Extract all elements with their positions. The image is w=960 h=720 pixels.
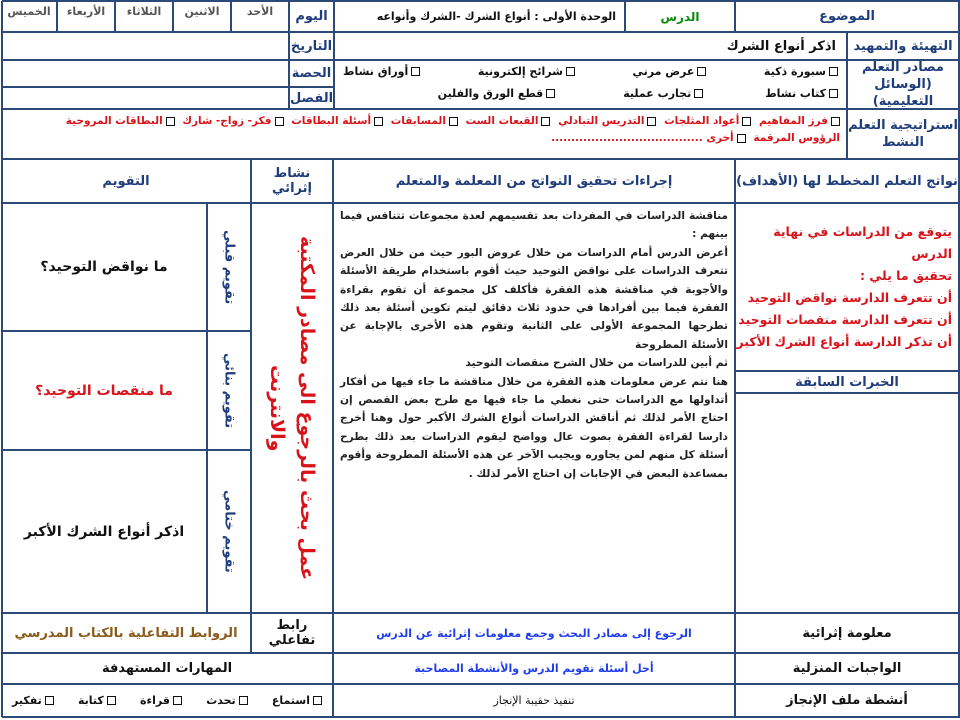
eval-question-formative: ما منقصات التوحيد؟ [1, 331, 207, 450]
checkbox-icon[interactable] [829, 67, 838, 76]
date-value[interactable] [1, 32, 289, 60]
intro-value: اذكر أنواع الشرك [334, 32, 847, 60]
checkbox-icon[interactable] [374, 117, 383, 126]
checkbox-icon[interactable] [541, 117, 550, 126]
day-thursday: الخميس [1, 1, 57, 32]
enrichment-activity: عمل بحث بالرجوع الى مصادر المكتبة والانترنت [251, 203, 333, 613]
intro-label: التهيئة والتمهيد [847, 32, 959, 60]
col-outcomes-header: نواتج التعلم المخطط لها (الأهداف) [735, 159, 959, 203]
resources-options [334, 60, 847, 109]
eval-type-final: تقويم ختامي [207, 450, 251, 613]
resource-flexible-display[interactable]: عرض مرني [632, 65, 706, 78]
strategy-popsicle-sticks[interactable]: أعواد المثلجات [664, 115, 751, 127]
checkbox-icon[interactable] [107, 696, 116, 705]
day-label: اليوم [289, 1, 334, 32]
col-procedures-header: إجراءات تحقيق النواتج من المعلمة والمتعلم [333, 159, 735, 203]
procedures-box [333, 203, 735, 613]
strategies-options [1, 109, 847, 159]
checkbox-icon[interactable] [411, 67, 420, 76]
resource-smartboard[interactable]: سبورة ذكية [764, 65, 838, 78]
objectives-intro-1: يتوقع من الدراسات في نهاية الدرس [773, 224, 952, 261]
lesson-label: الدرس [625, 1, 735, 32]
checkbox-icon[interactable] [831, 117, 840, 126]
resource-paper-foam[interactable]: قطع الورق والفلين [438, 87, 556, 100]
skills-label: المهارات المستهدفة [1, 653, 333, 684]
period-value[interactable] [1, 60, 289, 87]
unit-title: الوحدة الأولى : أنواع الشرك -الشرك وأنواعه [334, 1, 625, 32]
date-label: التاريخ [289, 32, 334, 60]
eval-type-pre: تقويم قبلي [207, 203, 251, 331]
lesson-plan-form [2, 0, 960, 718]
checkbox-icon[interactable] [829, 89, 838, 98]
strategy-numbered-heads[interactable]: الرؤوس المرقمة [753, 132, 840, 144]
objectives-intro-2: تحقيق ما يلي : [860, 268, 952, 283]
homework-value: أحل أسئلة تقويم الدرس والأنشطة المصاحبة [333, 653, 735, 684]
skill-listening[interactable]: استماع [272, 694, 322, 707]
enrichment-info-label: معلومة إثرائية [735, 613, 959, 653]
resource-experiments[interactable]: تجارب عملية [623, 87, 703, 100]
checkbox-icon[interactable] [546, 89, 555, 98]
prior-experience-label: الخبرات السابقة [735, 371, 959, 393]
strategy-six-hats[interactable]: القبعات الست [466, 115, 551, 127]
skill-speaking[interactable]: تحدث [206, 694, 247, 707]
procedure-paragraph: هنا نتم عرض معلومات هذه الفقرة من خلال مناقشة ما جاء فيها من أفكار أتداولها مع الدراسات حتى نغطي ما جاء فيها مع طرح بعض القصص إن احتاج الأمر لذلك ثم أناقش الدراسات أنواع الشرك الأكبر حول وهنا أخرج دارسا لقراءة الفقرة بصوت عال وواضح ليقوم الدراسات بعد ذلك بطرح أسئلة كل منهم لمن يجاوره ويجيب الآخر عن هذه الأسئلة المطروحة وأقوم بمساعدة البعض في الإجابات إن احتاج الأمر لذلك . [340, 375, 728, 480]
strategy-concept-sorting[interactable]: فرز المفاهيم [759, 115, 840, 127]
enrichment-info-value: الرجوع إلى مصادر البحث وجمع معلومات إثرائية عن الدرس [333, 613, 735, 653]
strategy-other[interactable]: أخرى ...................................... [551, 132, 746, 144]
resource-worksheets[interactable]: أوراق نشاط [343, 65, 420, 78]
objective-item: أن تتعرف الدارسة منقصات التوحيد [738, 312, 952, 327]
checkbox-icon[interactable] [742, 117, 751, 126]
skill-thinking[interactable]: تفكير [12, 694, 54, 707]
checkbox-icon[interactable] [173, 696, 182, 705]
resources-label: مصادر التعلم (الوسائل التعليمية) [847, 60, 959, 109]
checkbox-icon[interactable] [275, 117, 284, 126]
class-value[interactable] [1, 87, 289, 109]
interactive-link-value[interactable]: الروابط التفاعلية بالكتاب المدرسي [1, 613, 251, 653]
resource-slides[interactable]: شرائح إلكترونية [478, 65, 575, 78]
day-monday: الاثنين [173, 1, 231, 32]
checkbox-icon[interactable] [45, 696, 54, 705]
interactive-link-label: رابط تفاعلي [251, 613, 333, 653]
col-enrichment-header: نشاط إثرائي [251, 159, 333, 203]
checkbox-icon[interactable] [697, 67, 706, 76]
objectives-box [735, 203, 959, 371]
prior-experience-value [735, 393, 959, 613]
day-tuesday: الثلاثاء [115, 1, 173, 32]
homework-label: الواجبات المنزلية [735, 653, 959, 684]
class-label: الفصل [289, 87, 334, 109]
objective-item: أن تتعرف الدارسة نواقض التوحيد [747, 290, 952, 305]
eval-type-formative: تقويم بنائي [207, 331, 251, 450]
checkbox-icon[interactable] [313, 696, 322, 705]
skill-reading[interactable]: قراءة [140, 694, 182, 707]
procedures-text [340, 207, 728, 483]
strategy-card-questions[interactable]: أسئلة البطاقات [291, 115, 383, 127]
period-label: الحصة [289, 60, 334, 87]
strategies-label: استراتيجية التعلم النشط [847, 109, 959, 159]
resource-activity-book[interactable]: كتاب نشاط [765, 87, 838, 100]
objective-item: أن تذكر الدارسة أنواع الشرك الأكبر [736, 334, 952, 349]
procedure-paragraph: ثم أبين للدراسات من خلال الشرح منقصات التوحيد [465, 357, 728, 370]
strategy-competitions[interactable]: المسابقات [391, 115, 458, 127]
portfolio-value: تنفيذ حقيبة الإنجاز [333, 684, 735, 717]
checkbox-icon[interactable] [449, 117, 458, 126]
skill-writing[interactable]: كتابة [78, 694, 116, 707]
subject-label: الموضوع [735, 1, 959, 32]
day-sunday: الأحد [231, 1, 289, 32]
eval-question-final: اذكر أنواع الشرك الأكبر [1, 450, 207, 613]
procedure-paragraph: أعرض الدرس أمام الدراسات من خلال عروض البور حيث من خلال العرض تتعرف الدراسات على نواقض التوحيد حيث أقوم باستخدام طريقة الأسئلة والأجوبة في مناقشة هذه الفقرة فأكلف كل مجموعة أن تقوم بقراءة الفقرة فيما بين أفرادها في حدود ثلاث دقائق ليتم تكوين أسئلة بعد ذلك تطرحها المجموعة الأولى على الثانية وتقوم هذه الأخرى بالإجابة عن الأسئلة المطروحة [340, 246, 728, 351]
strategy-think-pair-share[interactable]: فكر- زواج- شارك [182, 115, 283, 127]
portfolio-label: أنشطة ملف الإنجاز [735, 684, 959, 717]
day-wednesday: الأربعاء [57, 1, 115, 32]
checkbox-icon[interactable] [647, 117, 656, 126]
eval-question-pre: ما نواقض التوحيد؟ [1, 203, 207, 331]
checkbox-icon[interactable] [166, 117, 175, 126]
checkbox-icon[interactable] [694, 89, 703, 98]
checkbox-icon[interactable] [737, 134, 746, 143]
col-evaluation-header: التقويم [1, 159, 251, 203]
skills-options [1, 684, 333, 717]
checkbox-icon[interactable] [566, 67, 575, 76]
procedure-paragraph: مناقشة الدراسات في المفردات بعد تقسيمهم لعدة مجموعات تتنافس فيما بينهم : [340, 210, 728, 241]
checkbox-icon[interactable] [239, 696, 248, 705]
strategy-fan-cards[interactable]: البطاقات المروحية [66, 115, 175, 127]
strategy-reciprocal-teaching[interactable]: التدريس التبادلي [558, 115, 656, 127]
